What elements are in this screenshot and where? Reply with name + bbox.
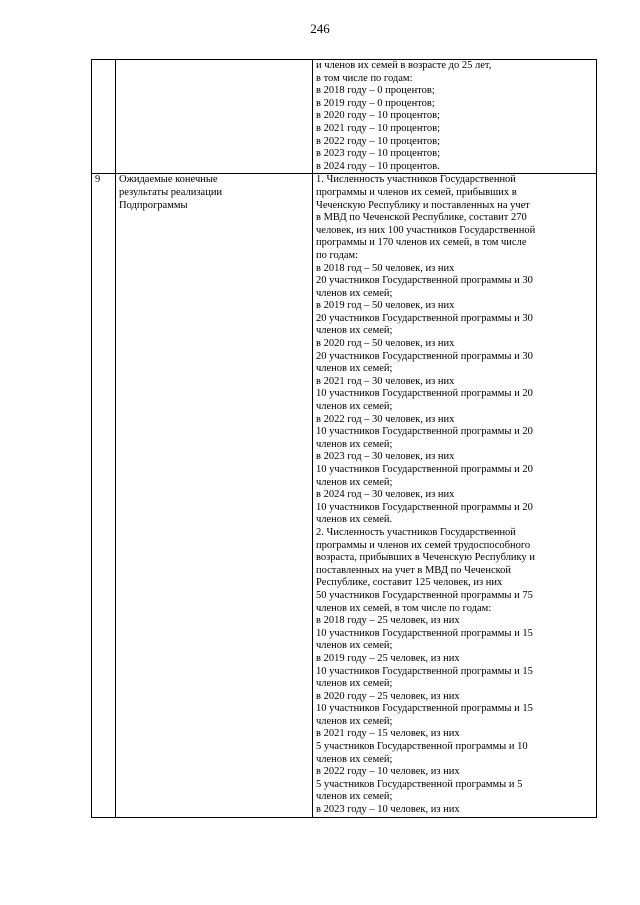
row-value-cell bbox=[313, 60, 597, 174]
text-line: в 2020 году – 10 процентов; bbox=[316, 110, 441, 122]
text-line: в МВД по Чеченской Республике, составит 270 bbox=[316, 212, 527, 224]
text-line: в 2023 году – 10 человек, из них bbox=[316, 804, 460, 816]
text-line: членов их семей; bbox=[316, 401, 393, 413]
table-row bbox=[92, 60, 597, 174]
text-line: членов их семей; bbox=[316, 753, 393, 765]
text-line: 50 участников Государственной программы и 75 bbox=[316, 589, 533, 601]
text-line: в 2018 год – 50 человек, из них bbox=[316, 262, 455, 274]
text-line: 10 участников Государственной программы и 20 bbox=[316, 464, 533, 475]
text-line: в 2022 год – 30 человек, из них bbox=[316, 413, 455, 425]
text-line: 10 участников Государственной программы и 20 bbox=[316, 426, 533, 438]
row-label-cell bbox=[116, 174, 313, 817]
text-line: в 2020 год – 50 человек, из них bbox=[316, 338, 455, 350]
text-line: в 2024 год – 30 человек, из них bbox=[316, 489, 455, 501]
text-line: человек, из них 100 участников Государственной bbox=[316, 224, 536, 236]
text-line: в 2021 год – 30 человек, из них bbox=[316, 375, 455, 387]
text-line: членов их семей; bbox=[316, 438, 393, 450]
text-line: в 2018 году – 25 человек, из них bbox=[316, 615, 460, 627]
text-line: программы и членов их семей, прибывших в bbox=[316, 186, 517, 198]
text-line: в том числе по годам: bbox=[316, 72, 413, 84]
text-line: в 2022 году – 10 процентов; bbox=[316, 135, 441, 147]
text-line: 20 участников Государственной программы и 30 bbox=[316, 275, 533, 287]
text-line: Республике, составит 125 человек, из них bbox=[316, 577, 503, 589]
text-line: членов их семей; bbox=[316, 287, 393, 299]
page-number: 246 bbox=[310, 21, 330, 36]
text-line: 5 участников Государственной программы и 10 bbox=[316, 741, 528, 753]
row-label-cell bbox=[116, 60, 313, 174]
row-number-cell: 9 bbox=[92, 174, 116, 817]
text-line: в 2021 году – 15 человек, из них bbox=[316, 728, 460, 740]
row-number-cell bbox=[92, 60, 116, 174]
text-line: членов их семей; bbox=[316, 715, 393, 727]
text-line: в 2022 году – 10 человек, из них bbox=[316, 766, 460, 778]
text-line: членов их семей, в том числе по годам: bbox=[316, 602, 492, 614]
text-line: в 2024 году – 10 процентов. bbox=[316, 160, 440, 172]
text-line: в 2019 год – 50 человек, из них bbox=[316, 300, 455, 312]
text-line: членов их семей; bbox=[316, 640, 393, 652]
text-line: членов их семей; bbox=[316, 325, 393, 337]
text-line: членов их семей; bbox=[316, 363, 393, 375]
text-line: по годам: bbox=[316, 249, 359, 261]
text-line: возраста, прибывших в Чеченскую Республику и bbox=[316, 552, 536, 564]
text-line: Чеченскую Республику и поставленных на учет bbox=[316, 199, 530, 211]
text-line: 20 участников Государственной программы и 30 bbox=[316, 350, 533, 362]
table-row bbox=[92, 174, 597, 817]
text-line: и членов их семей в возрасте до 25 лет, bbox=[316, 60, 492, 71]
text-line: 5 участников Государственной программы и 5 bbox=[316, 778, 523, 790]
text-line: программы и членов их семей трудоспособного bbox=[316, 539, 531, 551]
text-line: 10 участников Государственной программы и 20 bbox=[316, 501, 533, 513]
text-line: поставленных на учет в МВД по Чеченской bbox=[316, 564, 512, 576]
text-line: членов их семей; bbox=[316, 678, 393, 690]
text-line: Подпрограммы bbox=[119, 199, 188, 211]
text-line: 10 участников Государственной программы и 15 bbox=[316, 627, 533, 639]
text-line: программы и 170 членов их семей, в том числе bbox=[316, 237, 527, 249]
text-line: в 2019 году – 0 процентов; bbox=[316, 97, 435, 109]
text-line: 20 участников Государственной программы и 30 bbox=[316, 312, 533, 324]
text-line: 10 участников Государственной программы и 15 bbox=[316, 665, 533, 677]
document-table bbox=[91, 59, 597, 818]
text-line: 2. Численность участников Государственной bbox=[316, 526, 516, 538]
text-line: 1. Численность участников Государственной bbox=[316, 174, 516, 186]
text-line: членов их семей. bbox=[316, 514, 393, 526]
text-line: в 2019 году – 25 человек, из них bbox=[316, 652, 460, 664]
text-line: результаты реализации bbox=[119, 186, 223, 198]
text-line: в 2020 году – 25 человек, из них bbox=[316, 690, 460, 702]
text-line: Ожидаемые конечные bbox=[119, 174, 218, 186]
text-line: членов их семей; bbox=[316, 476, 393, 488]
text-line: членов их семей; bbox=[316, 791, 393, 803]
row-value-cell bbox=[313, 174, 597, 817]
text-line: в 2018 году – 0 процентов; bbox=[316, 85, 435, 97]
text-line: 10 участников Государственной программы и 20 bbox=[316, 388, 533, 400]
text-line: в 2023 году – 10 процентов; bbox=[316, 148, 441, 160]
text-line: в 2021 году – 10 процентов; bbox=[316, 122, 441, 134]
text-line: в 2023 год – 30 человек, из них bbox=[316, 451, 455, 463]
text-line: 10 участников Государственной программы и 15 bbox=[316, 703, 533, 715]
